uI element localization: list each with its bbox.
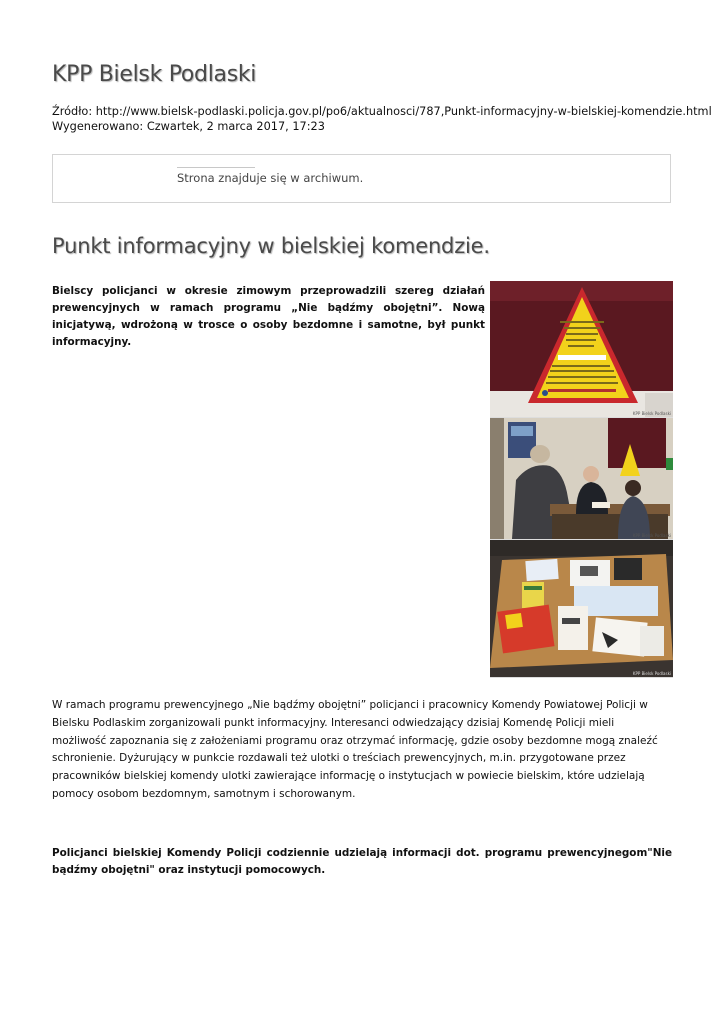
generated-label: Wygenerowano: (52, 120, 144, 133)
archive-divider (177, 167, 255, 168)
poster-photo[interactable] (490, 281, 673, 418)
source-label: Źródło: (52, 105, 93, 118)
source-url[interactable]: http://www.bielsk-podlaski.policja.gov.pl/po6/aktualnosci/787,Punkt-informacyjny-w-bielskiej-komendzie.html (95, 105, 712, 118)
site-title: KPP Bielsk Podlaski (52, 62, 257, 87)
info-point-photo[interactable] (490, 418, 673, 540)
poster-photo-caption: KPP Bielsk Podlaski (632, 411, 671, 416)
article-title: Punkt informacyjny w bielskiej komendzie. (52, 234, 490, 258)
article-lead: Bielscy policjanci w okresie zimowym przeprowadzili szereg działań prewencyjnych w ramach programu „Nie bądźmy obojętni”. Nową inicjatywą, wdrożoną w trosce o osoby bezdomne i samotne, był punkt informacyjny. (52, 285, 485, 348)
info-point-photo-caption: KPP Bielsk Podlaski (632, 533, 671, 538)
document-meta (52, 104, 712, 134)
leaflets-photo[interactable] (490, 540, 673, 678)
source-line (52, 104, 712, 119)
photo-gallery (490, 281, 673, 678)
archive-notice: Strona znajduje się w archiwum. (177, 171, 364, 185)
article-body: W ramach programu prewencyjnego „Nie bądźmy obojętni” policjanci i pracownicy Komendy Powiatowej Policji w Bielsku Podlaskim zorganizowali punkt informacyjny. Interesanci odwiedzający dzisiaj Komendę Policji mieli możliwość zapoznania się z założeniami programu oraz otrzymać informację, gdzie osoby bezdomne mogą znaleźć schronienie. Dyżurujący w punkcie rozdawali też ulotki o treściach prewencyjnych, m.in. przygotowane przez pracowników bielskiej komendy ulotki zawierające informację o instytucjach w powiecie bielskim, które udzielają pomocy osobom bezdomnym, samotnym i schorowanym. (52, 699, 658, 800)
archive-notice-box (52, 154, 671, 203)
leaflets-photo-caption: KPP Bielsk Podlaski (632, 671, 671, 676)
article-closing: Policjanci bielskiej Komendy Policji codziennie udzielają informacji dot. programu prewencyjnegom"Nie bądźmy obojętni" oraz instytucji pomocowych. (52, 847, 672, 876)
generated-line (52, 119, 712, 134)
generated-date: Czwartek, 2 marca 2017, 17:23 (146, 120, 325, 133)
